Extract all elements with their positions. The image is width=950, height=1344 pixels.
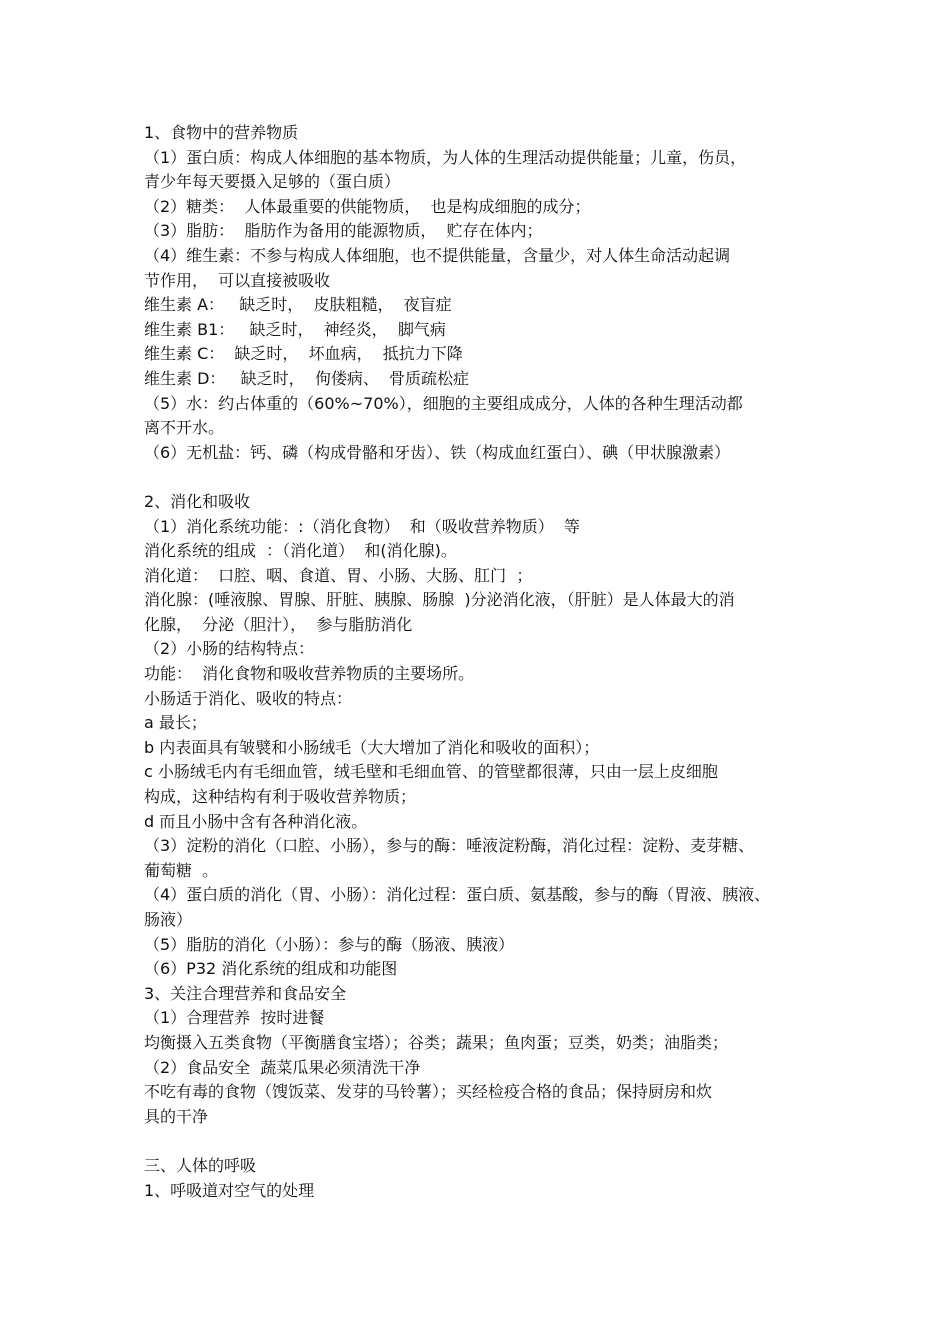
text-line: （1）蛋白质：构成人体细胞的基本物质，为人体的生理活动提供能量；儿童，伤员， bbox=[144, 147, 747, 167]
text-line: （3）淀粉的消化（口腔、小肠），参与的酶：唾液淀粉酶，消化过程：淀粉、麦芽糖、 bbox=[144, 836, 755, 856]
text-line: （3）脂肪： 脂肪作为备用的能源物质， 贮存在体内； bbox=[144, 221, 543, 241]
text-line: 具的干净 bbox=[144, 1106, 209, 1126]
text-line: （4）维生素：不参与构成人体细胞，也不提供能量，含量少，对人体生命活动起调 bbox=[144, 245, 731, 265]
text-line: （4）蛋白质的消化（胃、小肠）：消化过程：蛋白质、氨基酸，参与的酶（胃液、胰液、 bbox=[144, 885, 771, 905]
text-line: 肠液） bbox=[144, 910, 193, 929]
blank-line bbox=[144, 1129, 814, 1154]
list-item: c 小肠绒毛内有毛细血管，绒毛壁和毛细血管、的管壁都很薄，只由一层上皮细胞 bbox=[144, 762, 718, 782]
text-line: 小肠适于消化、吸收的特点： bbox=[144, 688, 353, 708]
text-line: 化腺， 分泌（胆汁）， 参与脂肪消化 bbox=[144, 614, 413, 634]
text-line: （2）食品安全 蔬菜瓜果必须清洗干净 bbox=[144, 1057, 421, 1077]
text-line: 构成，这种结构有利于吸收营养物质； bbox=[144, 787, 417, 807]
text-line: （5）水：约占体重的（60%~70%），细胞的主要组成成分，人体的各种生理活动都 bbox=[144, 393, 743, 413]
blank-line bbox=[144, 465, 814, 490]
text-line: （6）P32 消化系统的组成和功能图 bbox=[144, 959, 398, 979]
text-line: 不吃有毒的食物（馊饭菜、发芽的马铃薯）；买经检疫合格的食品；保持厨房和炊 bbox=[144, 1082, 713, 1102]
vitamin-d-line: 维生素 D： 缺乏时， 佝偻病、 骨质疏松症 bbox=[144, 368, 470, 388]
list-item: b 内表面具有皱襞和小肠绒毛（大大增加了消化和吸收的面积）； bbox=[144, 737, 600, 757]
text-line: 消化道： 口腔、咽、食道、胃、小肠、大肠、肛门 ； bbox=[144, 565, 533, 585]
text-line: 葡萄糖 。 bbox=[144, 860, 219, 880]
text-line: （2）小肠的结构特点： bbox=[144, 639, 315, 659]
text-line: 功能： 消化食物和吸收营养物质的主要场所。 bbox=[144, 664, 475, 684]
heading-airway: 1、呼吸道对空气的处理 bbox=[144, 1180, 315, 1200]
heading-nutrition-safety: 3、关注合理营养和食品安全 bbox=[144, 983, 347, 1003]
list-item: a 最长； bbox=[144, 713, 207, 733]
vitamin-b1-line: 维生素 B1： 缺乏时， 神经炎， 脚气病 bbox=[144, 319, 446, 339]
text-line: （2）糖类： 人体最重要的供能物质， 也是构成细胞的成分； bbox=[144, 196, 591, 216]
heading-digestion: 2、消化和吸收 bbox=[144, 491, 251, 511]
text-line: 消化腺：(唾液腺、胃腺、肝脏、胰腺、肠腺 )分泌消化液，（肝脏）是人体最大的消 bbox=[144, 590, 735, 610]
text-line: 青少年每天要摄入足够的（蛋白质） bbox=[144, 172, 401, 192]
text-line: （1）合理营养 按时进餐 bbox=[144, 1008, 325, 1028]
heading-nutrients: 1、食物中的营养物质 bbox=[144, 123, 299, 142]
text-line: 均衡摄入五类食物（平衡膳食宝塔）；谷类；蔬果；鱼肉蛋；豆类，奶类；油脂类； bbox=[144, 1032, 729, 1052]
text-line: 节作用， 可以直接被吸收 bbox=[144, 270, 331, 290]
heading-respiration: 三、人体的呼吸 bbox=[144, 1155, 257, 1175]
text-line: 离不开水。 bbox=[144, 418, 225, 438]
document-page bbox=[144, 121, 814, 1203]
list-item: d 而且小肠中含有各种消化液。 bbox=[144, 811, 368, 831]
vitamin-a-line: 维生素 A： 缺乏时， 皮肤粗糙， 夜盲症 bbox=[144, 295, 452, 315]
vitamin-c-line: 维生素 C： 缺乏时， 坏血病， 抵抗力下降 bbox=[144, 344, 463, 364]
text-line: （6）无机盐：钙、磷（构成骨骼和牙齿）、铁（构成血红蛋白）、碘（甲状腺激素） bbox=[144, 442, 731, 462]
text-line: 消化系统的组成 ：（消化道） 和(消化腺)。 bbox=[144, 541, 457, 561]
text-line: （5）脂肪的消化（小肠）：参与的酶（肠液、胰液） bbox=[144, 934, 515, 954]
text-line: （1）消化系统功能：:（消化食物） 和（吸收营养物质） 等 bbox=[144, 516, 580, 536]
